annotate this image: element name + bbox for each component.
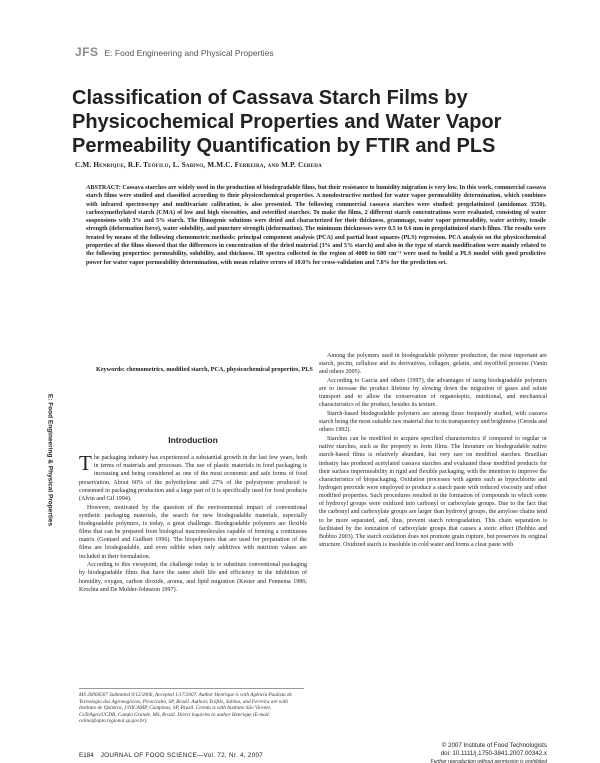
body-paragraph: Starches can be modified to acquire specified characteristics if compared to regular or native starches, such as the property to form films. The literature on biodegradable native starch-based films is relatively abundant, but very rare on modified starches. Brazilian industry has produced acetylated cassava starches and evaluated these modified products for their surface impermeability in rigid and flexible packaging, with the intention to improve the characteristics of biopackaging. Oxidation processes with agents such as hypochlorite and hydrogen peroxide were employed to produce a starch paste with reduced viscosity and other modified properties. Such procedures resulted in the formation of compounds in which some of hydroxyl groups were oxidized into carbonyl or carboxylate groups. Due to the fact that the carbonyl and carboxylate groups are larger than hydroxyl groups, the amylose chains tend to be more separated, and, thus, prevent starch retrogradation. This chain separation is facilitated by the ionization of carboxylate groups that causes a steric effect (Bobbio and Bobbio 2003). The starch oxidation does not promote grain rupture, but preserves its original structure. Oxidized starch is insoluble in cold water and forms a clear paste with [319, 436, 547, 549]
abstract [86, 184, 546, 267]
running-header [75, 45, 274, 59]
abstract-text: Cassava starches are widely used in the production of biodegradable films, but their resistance to humidity migration is very low. In this work, commercial cassava starch films were studied and classified according to their physicochemical properties. A nondestructive method for water vapor permeability determination, which combines with infrared spectroscopy and multivariate calibration, is also presented. The following commercial cassava starches were studied: pregelatinized (amidomax 3550), carboxymethylated starch (CMA) of low and high viscosities, and esterified starches. To make the films, 2 different starch concentrations were evaluated, consisting of water suspensions with 3% and 5% starch. The filmogenic solutions were dried and characterized for their thickness, grammage, water vapor permeability, water activity, tensile strength (deformation force), water solubility, and puncture strength (deformation). The minimum thicknesses were 0.5 to 0.6 mm in pregelatinized starch films. The results were treated by means of the following chemometric methods: principal component analysis (PCA) and partial least squares (PLS) regression. PCA analysis on the physicochemical properties of the films showed that the differences in concentration of the dried material (3% and 5% starch) and also in the type of starch modification were mainly related to the following properties: permeability, solubility, and thickness. IR spectra collected in the region of 4000 to 600 cm⁻¹ were used to build a PLS model with good predictive power for water vapor permeability determination, with mean relative errors of 10.0% for cross-validation and 7.8% for the prediction set. [86, 185, 546, 266]
journal-citation: JOURNAL OF FOOD SCIENCE—Vol. 72, Nr. 4, 2007 [100, 752, 264, 759]
right-column [319, 352, 547, 550]
intro-paragraph-text: he packaging industry has experienced a substantial growth in the last few years, both in terms of materials and processes. The use of plastic materials in food packaging is increasing and being considered as one of the most economic and safe forms of food preservation. About 60% of the polyethylene and 27% of the polystyrene produced is consumed in packaging production and a large part of it is specifically used for food products (Alvin and Gil 1994). [79, 455, 307, 502]
intro-paragraph: However, motivated by the question of the environmental impact of conventional synthetic packaging materials, the search for new biodegradable materials, especially biodegradable polymers, is today, a great challenge. Biodegradable polymers are flexible films that can be prepared from biological macromolecules capable of forming a continuous matrix (Gontard and Guilbert 1996). The biopolymers that are used for preparation of the films are biodegradable, and even edible when only additives with nutrition values are included in their formulation. [79, 504, 307, 560]
author-footnote: MS 20060507 Submitted 9/12/2006, Accepted 1/17/2007. Author Henrique is with Agência Paulista de Tecnologia dos Agronegócios, Piracicaba, SP, Brazil. Authors Teófilo, Sabino, and Ferreira are with Instituto de Química, UNICAMP, Campinas, SP, Brazil. Cereda is with Instituto São Vicente, CeTeAgro/UCDB, Campo Grande, MS, Brazil. Direct inquiries to author Henrique (E-mail: celina@apta.regional.sp.gov.br). [79, 688, 304, 725]
body-paragraph: Starch-based biodegradable polymers are among those frequently studied, with cassava starch being the most suitable raw material due to its transparency and brightness (Cereda and others 1992). [319, 411, 547, 434]
page-number: E184 [79, 752, 94, 759]
article-title: Classification of Cassava Starch Films by Physicochemical Properties and Water Vapor Permeability Quantification by FTIR and PLS [72, 87, 502, 157]
journal-abbrev: JFS [75, 45, 99, 59]
page-footer-left [79, 752, 263, 759]
drop-cap: T [79, 451, 92, 476]
side-tab-label: E: Food Engineering & Physical Properties [46, 393, 54, 527]
left-column [79, 404, 307, 594]
permission-notice: Further reproduction without permission is prohibited [430, 759, 547, 763]
copyright: © 2007 Institute of Food Technologists [441, 742, 547, 749]
author-list: C.M. Henrique, R.F. Teófilo, L. Sabino, M.M.C. Ferreira, and M.P. Cereda [75, 161, 322, 169]
keywords-text: chemometrics, modified starch, PCA, physicochemical properties, PLS [126, 366, 313, 373]
body-paragraph: According to Garcia and others (1997), the advantages of using biodegradable polymers are to increase the product lifetime by slowing down the migration of gases and solute transport and to allow the conservation of organoleptic, nutritional, and mechanical characteristics of the product, besides its texture. [319, 377, 547, 409]
section-side-tab [45, 393, 55, 527]
abstract-label: ABSTRACT: [86, 185, 121, 191]
doi: doi: 10.1111/j.1750-3841.2007.00342.x [440, 750, 547, 757]
section-label: E: Food Engineering and Physical Properties [104, 48, 274, 58]
keywords-label: Keywords: [96, 366, 125, 373]
intro-paragraph: According to this viewpoint, the challenge today is to substitute conventional packaging by biodegradable films that have the same shelf life and efficiency in the inhibition of humidity, oxygen, carbon dioxide, aroma, and lipid migration (Kester and Fennema 1986; Krochta and De Mulder-Johnston 1997). [79, 562, 307, 593]
body-paragraph: Among the polymers used in biodegradable polymer production, the most important are starch, pectin, cellulose and its derivatives, collagen, gelatin, and myofibril proteins (Vanin and others 2005). [319, 353, 547, 376]
page-footer-right [392, 742, 547, 763]
intro-paragraph [79, 451, 307, 503]
introduction-heading: Introduction [168, 435, 218, 445]
